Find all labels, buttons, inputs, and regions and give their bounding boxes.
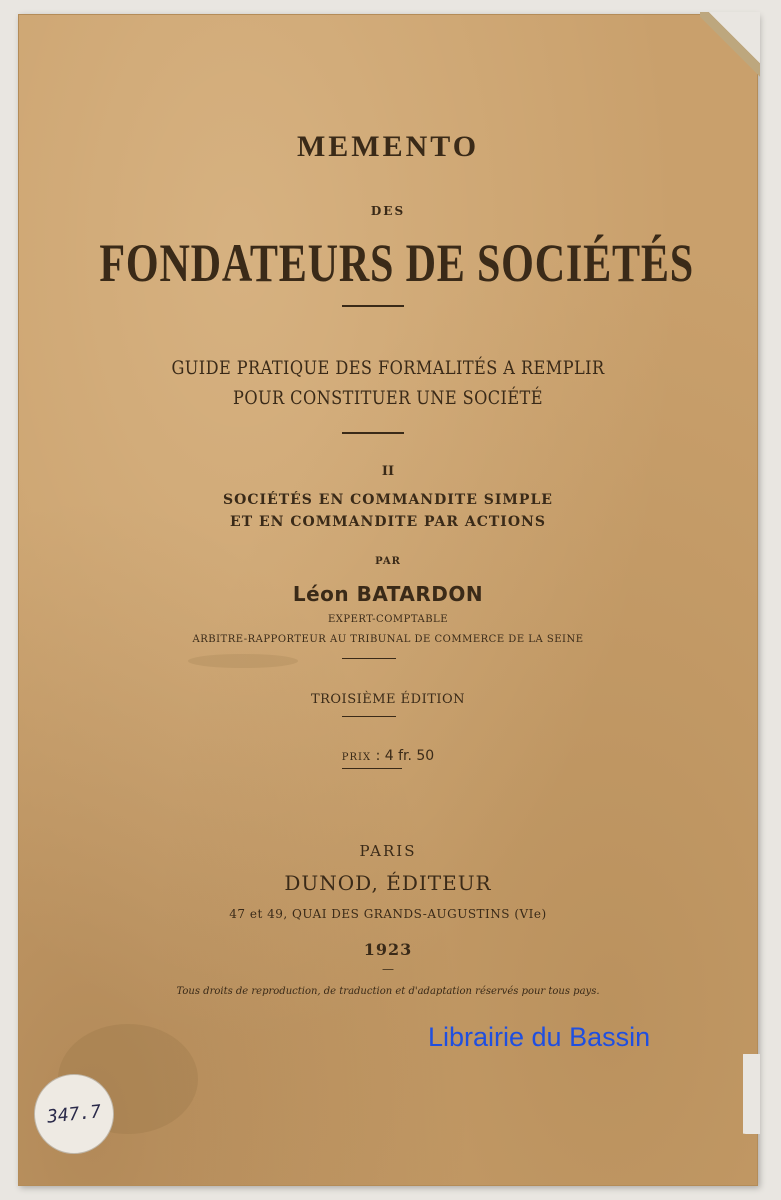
- stain: [188, 654, 298, 668]
- author-role-1: EXPERT-COMPTABLE: [327, 614, 448, 625]
- volume-title-line-2: ET EN COMMANDITE PAR ACTIONS: [230, 514, 546, 530]
- divider: [342, 658, 396, 659]
- book-cover: [18, 14, 758, 1186]
- author-name: Léon BATARDON: [292, 582, 484, 606]
- sticker-number: 347.7: [45, 1100, 103, 1128]
- title-connector: DES: [370, 204, 406, 218]
- subtitle-line-2: POUR CONSTITUER UNE SOCIÉTÉ: [233, 387, 543, 409]
- author-role-2: ARBITRE-RAPPORTEUR AU TRIBUNAL DE COMMERCE DE LA SEINE: [192, 634, 584, 645]
- price-value: : 4 fr. 50: [375, 748, 435, 764]
- torn-corner: [700, 12, 760, 87]
- divider: [342, 305, 404, 307]
- subtitle-line-1: GUIDE PRATIQUE DES FORMALITÉS A REMPLIR: [171, 357, 605, 379]
- divider: [342, 432, 404, 434]
- volume-title-line-1: SOCIÉTÉS EN COMMANDITE SIMPLE: [223, 492, 553, 508]
- volume-number: II: [381, 464, 395, 479]
- edition: TROISIÈME ÉDITION: [310, 692, 466, 707]
- dash: —: [382, 962, 394, 976]
- publisher: DUNOD, ÉDITEUR: [284, 871, 492, 895]
- library-sticker: [34, 1074, 114, 1154]
- price: [18, 748, 758, 764]
- by-label: PAR: [375, 556, 401, 567]
- publication-year: 1923: [363, 940, 413, 959]
- publisher-address: 47 et 49, QUAI DES GRANDS-AUGUSTINS (VIe): [229, 907, 547, 921]
- watermark-text: Librairie du Bassin: [428, 1022, 651, 1052]
- torn-edge: [732, 1054, 760, 1134]
- book-subject: FONDATEURS DE SOCIÉTÉS: [99, 233, 694, 293]
- publication-city: PARIS: [359, 842, 417, 860]
- rights-notice: Tous droits de reproduction, de traduction et d'adaptation réservés pour tous pays.: [176, 986, 600, 997]
- divider: [342, 768, 402, 769]
- divider: [342, 716, 396, 717]
- price-label: PRIX: [341, 752, 372, 763]
- book-title: MEMENTO: [296, 130, 480, 163]
